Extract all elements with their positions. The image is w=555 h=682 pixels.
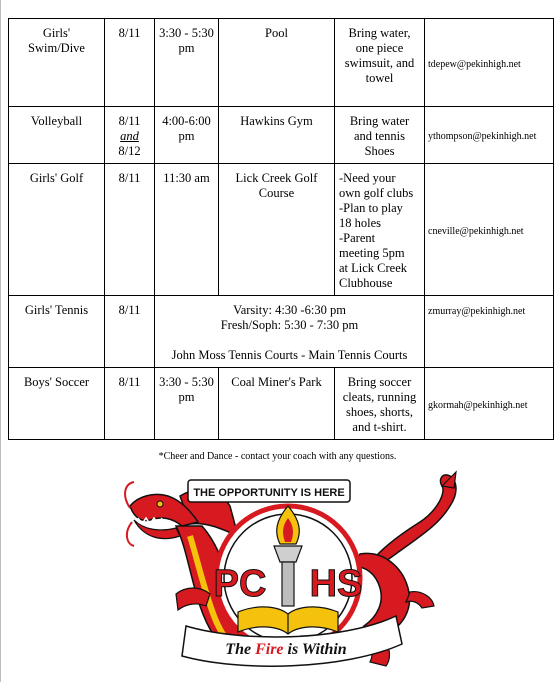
cell-line: 8/11 bbox=[118, 375, 141, 389]
time-cell bbox=[155, 164, 219, 296]
notes-cell bbox=[335, 19, 425, 107]
dragon-tail bbox=[378, 475, 456, 564]
time-cell bbox=[155, 368, 219, 440]
date-cell bbox=[105, 164, 155, 296]
cell-line: Boys' Soccer bbox=[23, 375, 90, 389]
notes-cell bbox=[335, 107, 425, 164]
cell-line: swimsuit, and bbox=[344, 56, 415, 70]
cell-line: 8/11 bbox=[118, 114, 141, 128]
cell-line: Clubhouse bbox=[339, 276, 393, 290]
time-cell bbox=[155, 19, 219, 107]
cell-line: Pool bbox=[265, 26, 288, 40]
dragon-claw-right bbox=[406, 592, 434, 608]
motto-fire: Fire bbox=[255, 641, 284, 658]
cell-line: own golf clubs bbox=[339, 186, 414, 200]
table-row bbox=[9, 296, 554, 368]
cell-line: 8/12 bbox=[118, 144, 141, 158]
cell-line: Course bbox=[258, 186, 295, 200]
date-cell bbox=[105, 107, 155, 164]
location-cell bbox=[219, 19, 335, 107]
sport-cell bbox=[9, 296, 105, 368]
cell-line: Bring water, bbox=[348, 26, 411, 40]
cell-line: Girls' Tennis bbox=[24, 303, 89, 317]
coach-email[interactable]: ythompson@pekinhigh.net bbox=[425, 107, 554, 164]
cell-line: pm bbox=[178, 390, 195, 404]
notes-cell bbox=[335, 164, 425, 296]
table-row bbox=[9, 19, 554, 107]
cell-line: Hawkins Gym bbox=[240, 114, 313, 128]
crest-initials-left: PC bbox=[213, 563, 267, 605]
cell-line: shoes, shorts, bbox=[345, 405, 414, 419]
tryout-schedule-table bbox=[8, 18, 554, 440]
cell-line: 11:30 am bbox=[163, 171, 210, 185]
page-edge bbox=[0, 0, 1, 682]
cell-line: Varsity: 4:30 -6:30 pm bbox=[233, 303, 346, 317]
cell-line: Swim/Dive bbox=[28, 41, 85, 55]
dragon-whisker bbox=[125, 482, 134, 546]
sport-cell bbox=[9, 107, 105, 164]
cell-line: and bbox=[120, 129, 139, 143]
sport-cell bbox=[9, 164, 105, 296]
location-cell bbox=[219, 368, 335, 440]
cell-line: and tennis bbox=[353, 129, 406, 143]
notes-cell bbox=[335, 368, 425, 440]
cell-line: Lick Creek Golf bbox=[235, 171, 318, 185]
motto-text bbox=[225, 641, 346, 658]
coach-email[interactable]: cneville@pekinhigh.net bbox=[425, 164, 554, 296]
cell-line: 4:00-6:00 bbox=[162, 114, 211, 128]
cell-line: Coal Miner's Park bbox=[231, 375, 322, 389]
cell-line: at Lick Creek bbox=[339, 261, 408, 275]
coach-email[interactable]: zmurray@pekinhigh.net bbox=[425, 296, 554, 368]
torch-handle bbox=[282, 562, 294, 606]
cell-line: 3:30 - 5:30 bbox=[159, 375, 214, 389]
location-cell bbox=[219, 164, 335, 296]
location-cell bbox=[219, 107, 335, 164]
footnote: *Cheer and Dance - contact your coach with any questions. bbox=[158, 451, 397, 462]
cell-line: Shoes bbox=[364, 144, 395, 158]
pchs-dragon-logo bbox=[120, 466, 470, 682]
cell-line: 8/11 bbox=[118, 26, 141, 40]
blank-line bbox=[158, 333, 421, 348]
cell-line: meeting 5pm bbox=[339, 246, 405, 260]
cell-line: Volleyball bbox=[30, 114, 83, 128]
crest-initials-right: HS bbox=[309, 563, 363, 605]
cell-line: cleats, running bbox=[342, 390, 417, 404]
cell-line: Girls' bbox=[42, 26, 71, 40]
sport-cell bbox=[9, 368, 105, 440]
cell-line: 8/11 bbox=[118, 303, 141, 317]
coach-email[interactable]: tdepew@pekinhigh.net bbox=[425, 19, 554, 107]
merged-details-cell bbox=[155, 296, 425, 368]
cell-line: -Need your bbox=[339, 171, 396, 185]
cell-line: Girls' Golf bbox=[29, 171, 84, 185]
table-row bbox=[9, 107, 554, 164]
cell-line: -Parent bbox=[339, 231, 376, 245]
dragon-eye bbox=[157, 501, 163, 507]
date-cell bbox=[105, 19, 155, 107]
date-cell bbox=[105, 296, 155, 368]
sport-cell bbox=[9, 19, 105, 107]
motto-within: is Within bbox=[287, 641, 347, 658]
cell-line: pm bbox=[178, 41, 195, 55]
cell-line: one piece bbox=[355, 41, 404, 55]
top-banner-text: THE OPPORTUNITY IS HERE bbox=[193, 487, 345, 499]
cell-line: 18 holes bbox=[339, 216, 382, 230]
time-cell bbox=[155, 107, 219, 164]
table-row bbox=[9, 368, 554, 440]
table-row bbox=[9, 164, 554, 296]
cell-line: pm bbox=[178, 129, 195, 143]
cell-line: Bring water bbox=[349, 114, 410, 128]
cell-line: John Moss Tennis Courts - Main Tennis Courts bbox=[171, 348, 408, 362]
cell-line: 3:30 - 5:30 bbox=[159, 26, 214, 40]
motto-the: The bbox=[225, 641, 252, 658]
cell-line: -Plan to play bbox=[339, 201, 403, 215]
cell-line: Fresh/Soph: 5:30 - 7:30 pm bbox=[220, 318, 359, 332]
cell-line: 8/11 bbox=[118, 171, 141, 185]
coach-email[interactable]: gkormah@pekinhigh.net bbox=[425, 368, 554, 440]
cell-line: and t-shirt. bbox=[352, 420, 407, 434]
cell-line: towel bbox=[365, 71, 394, 85]
date-cell bbox=[105, 368, 155, 440]
cell-line: Bring soccer bbox=[347, 375, 412, 389]
